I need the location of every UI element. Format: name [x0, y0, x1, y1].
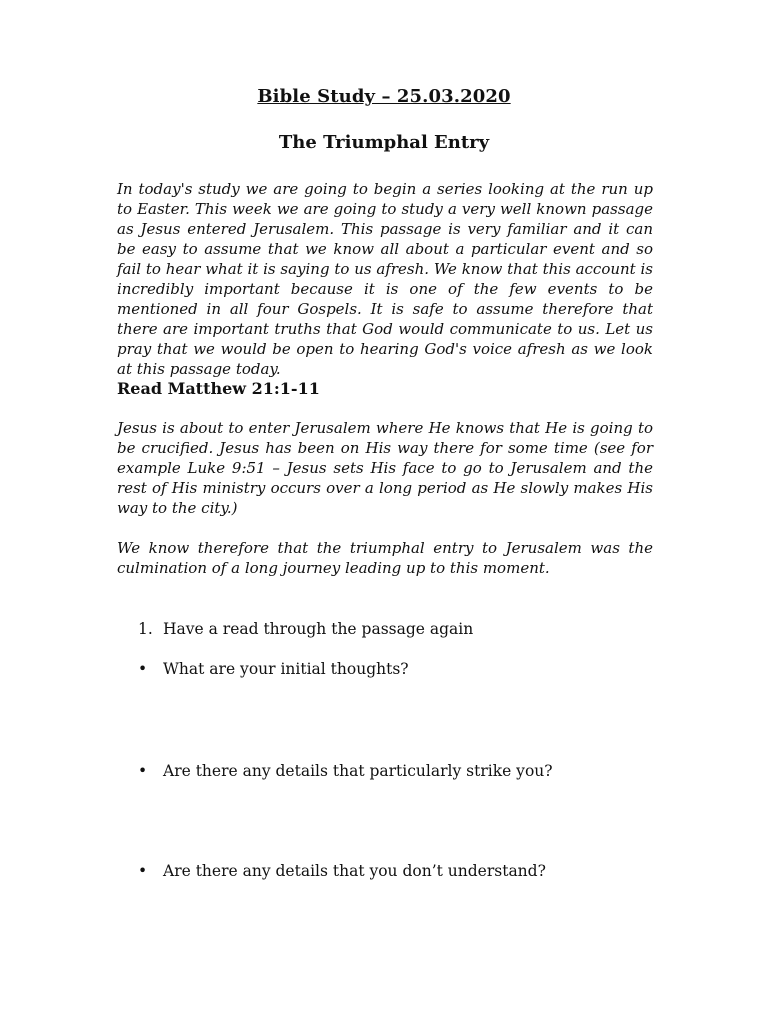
bullet-question — [138, 861, 546, 881]
bullet-marker: • — [138, 862, 148, 880]
question-text: Are there any details that particularly strike you? — [163, 762, 553, 780]
bullet-question — [138, 761, 553, 781]
bullet-marker: • — [138, 660, 148, 678]
list-number: 1. — [138, 620, 153, 638]
intro-paragraph: In today's study we are going to begin a series looking at the run up to Easter. This week we are going to study a very well known passage as Jesus entered Jerusalem. This passage is very familiar and it can be easy to assume that we know all about a particular event and so fail to hear what it is saying to us afresh. We know that this account is incredibly important because it is one of the few events to be mentioned in all four Gospels. It is safe to assume therefore that there are important truths that God would communicate to us. Let us pray that we would be open to hearing God's voice afresh as we look at this passage today. — [117, 180, 653, 378]
question-text: Are there any details that you don’t understand? — [163, 862, 546, 880]
culmination-paragraph: We know therefore that the triumphal entry to Jerusalem was the culmination of a long journey leading up to this moment. — [117, 539, 653, 577]
numbered-question — [138, 619, 473, 639]
context-paragraph: Jesus is about to enter Jerusalem where He knows that He is going to be crucified. Jesus has been on His way there for some time (see for example Luke 9:51 – Jesus sets His face to go to Jerusalem and the rest of His ministry occurs over a long period as He slowly makes His way to the city.) — [117, 419, 653, 517]
document-title: Bible Study – 25.03.2020 — [257, 86, 511, 107]
document-subtitle: The Triumphal Entry — [278, 132, 490, 153]
question-text: Have a read through the passage again — [163, 620, 474, 638]
question-text: What are your initial thoughts? — [163, 660, 409, 678]
reading-reference: Read Matthew 21:1-11 — [117, 379, 320, 398]
bullet-question — [138, 659, 409, 679]
bullet-marker: • — [138, 762, 148, 780]
